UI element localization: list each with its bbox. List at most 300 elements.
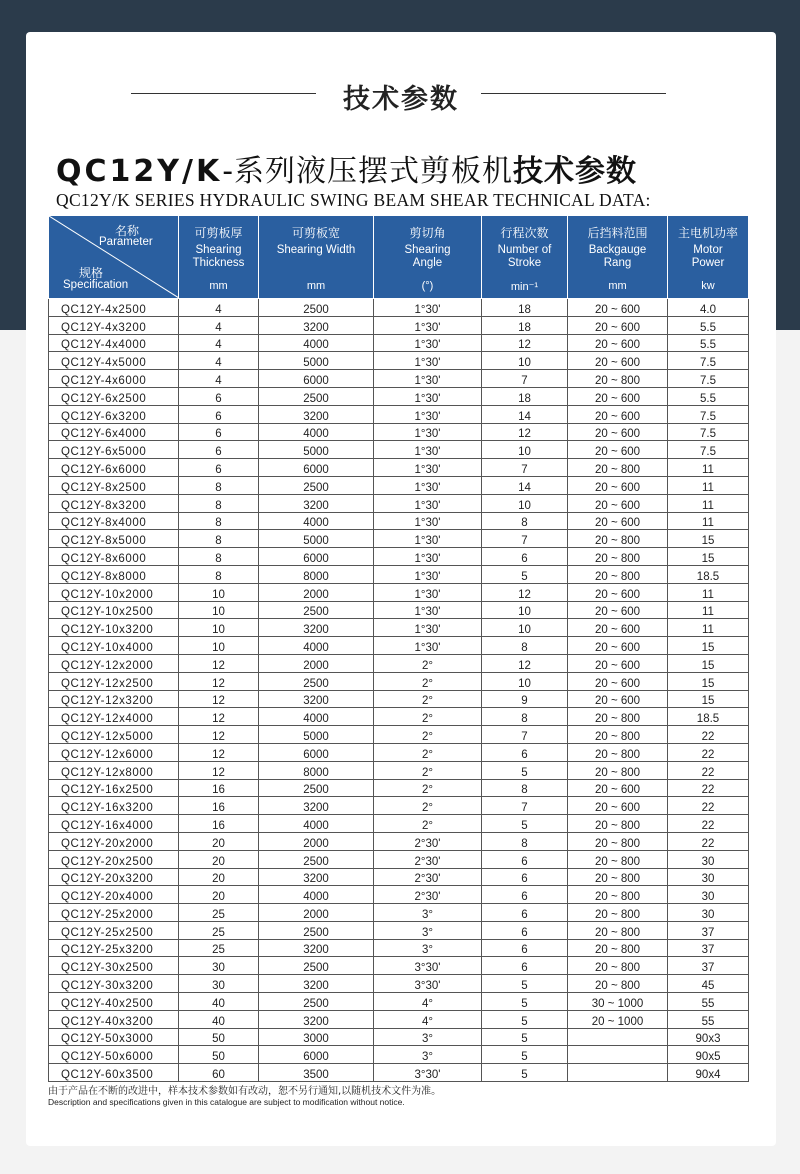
cell-backgauge: 20 ~ 600 <box>568 494 668 512</box>
cell-thickness: 16 <box>179 779 259 797</box>
cell-backgauge <box>568 1046 668 1064</box>
cell-motor-power: 37 <box>668 921 749 939</box>
cell-stroke: 6 <box>482 939 568 957</box>
cell-width: 3200 <box>259 316 374 334</box>
cell-angle: 1°30' <box>374 423 482 441</box>
cell-width: 2500 <box>259 850 374 868</box>
cell-motor-power: 5.5 <box>668 316 749 334</box>
header-motor-cn: 主电机功率 <box>677 226 738 240</box>
cell-thickness: 25 <box>179 939 259 957</box>
cell-motor-power: 45 <box>668 975 749 993</box>
cell-thickness: 6 <box>179 459 259 477</box>
cell-motor-power: 18.5 <box>668 565 749 583</box>
cell-backgauge: 20 ~ 600 <box>568 654 668 672</box>
cell-stroke: 18 <box>482 387 568 405</box>
table-row <box>49 886 749 904</box>
cell-width: 2000 <box>259 904 374 922</box>
cell-motor-power: 22 <box>668 726 749 744</box>
cell-thickness: 16 <box>179 797 259 815</box>
cell-width: 2500 <box>259 299 374 317</box>
cell-angle: 2° <box>374 797 482 815</box>
cell-backgauge: 20 ~ 800 <box>568 886 668 904</box>
cell-model: QC12Y-20x2500 <box>49 850 179 868</box>
cell-motor-power: 11 <box>668 459 749 477</box>
cell-motor-power: 22 <box>668 797 749 815</box>
table-row <box>49 815 749 833</box>
header-motor <box>668 216 749 299</box>
cell-thickness: 4 <box>179 316 259 334</box>
cell-width: 2500 <box>259 921 374 939</box>
cell-stroke: 5 <box>482 1010 568 1028</box>
cell-width: 5000 <box>259 726 374 744</box>
table-row <box>49 334 749 352</box>
cell-thickness: 6 <box>179 441 259 459</box>
header-angle-en: Shearing Angle <box>404 244 451 269</box>
cell-angle: 2°30' <box>374 886 482 904</box>
cell-stroke: 18 <box>482 299 568 317</box>
cell-width: 3200 <box>259 975 374 993</box>
cell-angle: 1°30' <box>374 299 482 317</box>
cell-model: QC12Y-4x2500 <box>49 299 179 317</box>
cell-stroke: 12 <box>482 654 568 672</box>
cell-stroke: 8 <box>482 779 568 797</box>
cell-angle: 2° <box>374 726 482 744</box>
cell-motor-power: 37 <box>668 957 749 975</box>
cell-model: QC12Y-10x3200 <box>49 619 179 637</box>
header-angle <box>374 216 482 299</box>
cell-width: 2000 <box>259 654 374 672</box>
cell-angle: 2° <box>374 779 482 797</box>
header-thickness-en: Shearing Thickness <box>192 244 245 269</box>
header-width-en: Shearing Width <box>276 244 356 256</box>
cell-angle: 1°30' <box>374 583 482 601</box>
cell-model: QC12Y-6x3200 <box>49 405 179 423</box>
cell-stroke: 14 <box>482 405 568 423</box>
cell-model: QC12Y-6x5000 <box>49 441 179 459</box>
cell-width: 3200 <box>259 868 374 886</box>
table-row <box>49 868 749 886</box>
cell-width: 6000 <box>259 370 374 388</box>
cell-thickness: 30 <box>179 975 259 993</box>
cell-thickness: 60 <box>179 1064 259 1082</box>
cell-model: QC12Y-20x3200 <box>49 868 179 886</box>
cell-backgauge: 20 ~ 600 <box>568 637 668 655</box>
cell-model: QC12Y-20x4000 <box>49 886 179 904</box>
cell-width: 3500 <box>259 1064 374 1082</box>
cell-angle: 1°30' <box>374 352 482 370</box>
header-backgauge-cn: 后挡料范围 <box>587 226 648 240</box>
cell-thickness: 12 <box>179 708 259 726</box>
cell-angle: 1°30' <box>374 601 482 619</box>
cell-stroke: 8 <box>482 832 568 850</box>
cell-thickness: 20 <box>179 832 259 850</box>
cell-motor-power: 15 <box>668 530 749 548</box>
table-row <box>49 921 749 939</box>
cell-thickness: 40 <box>179 1010 259 1028</box>
cell-thickness: 8 <box>179 494 259 512</box>
cell-angle: 1°30' <box>374 619 482 637</box>
cell-stroke: 10 <box>482 352 568 370</box>
table-row <box>49 370 749 388</box>
cell-motor-power: 30 <box>668 850 749 868</box>
table-row <box>49 939 749 957</box>
table-row <box>49 1046 749 1064</box>
cell-backgauge <box>568 1064 668 1082</box>
cell-width: 3200 <box>259 619 374 637</box>
table-row <box>49 423 749 441</box>
cell-model: QC12Y-8x5000 <box>49 530 179 548</box>
cell-model: QC12Y-4x4000 <box>49 334 179 352</box>
cell-model: QC12Y-10x2500 <box>49 601 179 619</box>
cell-width: 4000 <box>259 886 374 904</box>
cell-angle: 3°30' <box>374 975 482 993</box>
cell-width: 2500 <box>259 993 374 1011</box>
table-row <box>49 548 749 566</box>
cell-motor-power: 55 <box>668 1010 749 1028</box>
header-angle-cn: 剪切角 <box>409 226 446 240</box>
header-motor-unit: kw <box>701 280 715 292</box>
cell-angle: 1°30' <box>374 387 482 405</box>
cell-angle: 1°30' <box>374 512 482 530</box>
table-row <box>49 797 749 815</box>
cell-width: 3200 <box>259 797 374 815</box>
cell-angle: 1°30' <box>374 494 482 512</box>
cell-model: QC12Y-6x2500 <box>49 387 179 405</box>
cell-thickness: 40 <box>179 993 259 1011</box>
cell-stroke: 10 <box>482 672 568 690</box>
cell-angle: 1°30' <box>374 565 482 583</box>
title-divider-right <box>481 93 666 94</box>
cell-width: 5000 <box>259 530 374 548</box>
main-title-series: -系列液压摆式剪板机 <box>222 154 514 189</box>
cell-motor-power: 7.5 <box>668 352 749 370</box>
cell-motor-power: 5.5 <box>668 334 749 352</box>
cell-thickness: 30 <box>179 957 259 975</box>
cell-backgauge: 20 ~ 600 <box>568 672 668 690</box>
table-row <box>49 832 749 850</box>
cell-angle: 1°30' <box>374 316 482 334</box>
cell-model: QC12Y-60x3500 <box>49 1064 179 1082</box>
cell-model: QC12Y-50x3000 <box>49 1028 179 1046</box>
header-stroke-en: Number of Stroke <box>497 244 552 269</box>
table-header-row <box>49 216 749 299</box>
cell-model: QC12Y-12x4000 <box>49 708 179 726</box>
cell-thickness: 50 <box>179 1028 259 1046</box>
cell-motor-power: 7.5 <box>668 405 749 423</box>
cell-angle: 3° <box>374 939 482 957</box>
cell-backgauge: 20 ~ 600 <box>568 387 668 405</box>
corner-spec-en: Specification <box>63 279 129 291</box>
cell-angle: 3°30' <box>374 1064 482 1082</box>
cell-motor-power: 4.0 <box>668 299 749 317</box>
cell-model: QC12Y-20x2000 <box>49 832 179 850</box>
cell-thickness: 10 <box>179 601 259 619</box>
table-row <box>49 459 749 477</box>
header-thickness-cn: 可剪板厚 <box>194 226 243 240</box>
cell-model: QC12Y-50x6000 <box>49 1046 179 1064</box>
cell-backgauge: 20 ~ 800 <box>568 921 668 939</box>
header-thickness <box>179 216 259 299</box>
table-row <box>49 957 749 975</box>
cell-stroke: 6 <box>482 957 568 975</box>
cell-backgauge: 20 ~ 600 <box>568 797 668 815</box>
cell-width: 6000 <box>259 459 374 477</box>
table-row <box>49 1010 749 1028</box>
cell-width: 5000 <box>259 352 374 370</box>
cell-stroke: 10 <box>482 601 568 619</box>
cell-model: QC12Y-10x4000 <box>49 637 179 655</box>
cell-thickness: 12 <box>179 672 259 690</box>
cell-stroke: 5 <box>482 975 568 993</box>
cell-backgauge: 20 ~ 800 <box>568 868 668 886</box>
cell-backgauge: 20 ~ 800 <box>568 726 668 744</box>
cell-width: 5000 <box>259 441 374 459</box>
header-backgauge-unit: mm <box>608 280 627 292</box>
cell-thickness: 10 <box>179 583 259 601</box>
cell-stroke: 7 <box>482 726 568 744</box>
main-title-model: QC12Y/K <box>56 154 223 189</box>
corner-spec-cn: 规格 <box>79 266 104 280</box>
cell-backgauge: 20 ~ 800 <box>568 975 668 993</box>
cell-model: QC12Y-16x2500 <box>49 779 179 797</box>
cell-backgauge: 20 ~ 600 <box>568 512 668 530</box>
table-row <box>49 619 749 637</box>
header-width <box>259 216 374 299</box>
cell-thickness: 10 <box>179 637 259 655</box>
cell-motor-power: 90x4 <box>668 1064 749 1082</box>
cell-width: 3200 <box>259 1010 374 1028</box>
cell-backgauge <box>568 1028 668 1046</box>
table-row <box>49 1064 749 1082</box>
cell-model: QC12Y-12x2000 <box>49 654 179 672</box>
cell-stroke: 6 <box>482 886 568 904</box>
cell-model: QC12Y-16x4000 <box>49 815 179 833</box>
cell-backgauge: 20 ~ 800 <box>568 530 668 548</box>
cell-backgauge: 20 ~ 600 <box>568 423 668 441</box>
cell-motor-power: 22 <box>668 779 749 797</box>
cell-backgauge: 20 ~ 800 <box>568 815 668 833</box>
main-title-tech: 技术参数 <box>513 154 638 189</box>
corner-parameter-en: Parameter <box>99 236 153 248</box>
table-row <box>49 672 749 690</box>
cell-backgauge: 20 ~ 800 <box>568 708 668 726</box>
cell-model: QC12Y-16x3200 <box>49 797 179 815</box>
cell-model: QC12Y-12x6000 <box>49 743 179 761</box>
cell-stroke: 10 <box>482 441 568 459</box>
cell-width: 8000 <box>259 565 374 583</box>
table-row <box>49 761 749 779</box>
cell-angle: 2°30' <box>374 868 482 886</box>
corner-parameter-cn: 名称 <box>115 224 140 238</box>
cell-thickness: 12 <box>179 743 259 761</box>
cell-model: QC12Y-10x2000 <box>49 583 179 601</box>
spec-card <box>26 32 776 1146</box>
spec-table-body <box>49 299 749 1082</box>
cell-motor-power: 7.5 <box>668 423 749 441</box>
cell-model: QC12Y-8x4000 <box>49 512 179 530</box>
cell-stroke: 12 <box>482 583 568 601</box>
cell-stroke: 5 <box>482 1046 568 1064</box>
cell-backgauge: 20 ~ 800 <box>568 565 668 583</box>
cell-angle: 3° <box>374 1028 482 1046</box>
cell-backgauge: 20 ~ 800 <box>568 548 668 566</box>
cell-width: 2500 <box>259 957 374 975</box>
table-row <box>49 405 749 423</box>
header-stroke-cn: 行程次数 <box>500 226 549 240</box>
cell-angle: 3° <box>374 1046 482 1064</box>
header-motor-en: Motor Power <box>691 244 725 269</box>
cell-width: 4000 <box>259 334 374 352</box>
table-row <box>49 637 749 655</box>
header-corner <box>49 216 179 299</box>
cell-backgauge: 20 ~ 600 <box>568 441 668 459</box>
cell-backgauge: 30 ~ 1000 <box>568 993 668 1011</box>
cell-angle: 4° <box>374 993 482 1011</box>
cell-thickness: 6 <box>179 387 259 405</box>
table-row <box>49 904 749 922</box>
table-row <box>49 530 749 548</box>
table-row <box>49 476 749 494</box>
cell-thickness: 20 <box>179 850 259 868</box>
cell-motor-power: 90x3 <box>668 1028 749 1046</box>
cell-thickness: 8 <box>179 512 259 530</box>
cell-backgauge: 20 ~ 600 <box>568 334 668 352</box>
cell-backgauge: 20 ~ 600 <box>568 316 668 334</box>
cell-motor-power: 90x5 <box>668 1046 749 1064</box>
cell-motor-power: 22 <box>668 761 749 779</box>
cell-angle: 1°30' <box>374 441 482 459</box>
cell-width: 2500 <box>259 601 374 619</box>
cell-thickness: 25 <box>179 904 259 922</box>
cell-motor-power: 22 <box>668 815 749 833</box>
cell-thickness: 4 <box>179 370 259 388</box>
cell-angle: 1°30' <box>374 334 482 352</box>
cell-model: QC12Y-8x6000 <box>49 548 179 566</box>
table-row <box>49 779 749 797</box>
section-title: 技术参数 <box>343 84 459 115</box>
cell-motor-power: 5.5 <box>668 387 749 405</box>
cell-stroke: 10 <box>482 494 568 512</box>
cell-stroke: 7 <box>482 530 568 548</box>
header-backgauge-en: Backgauge Rang <box>588 244 647 269</box>
header-stroke-unit: min⁻¹ <box>510 281 539 293</box>
cell-backgauge: 20 ~ 800 <box>568 459 668 477</box>
cell-motor-power: 7.5 <box>668 441 749 459</box>
cell-thickness: 12 <box>179 761 259 779</box>
cell-motor-power: 30 <box>668 868 749 886</box>
cell-thickness: 10 <box>179 619 259 637</box>
table-row <box>49 993 749 1011</box>
cell-angle: 4° <box>374 1010 482 1028</box>
cell-stroke: 18 <box>482 316 568 334</box>
main-title <box>56 146 756 190</box>
cell-thickness: 20 <box>179 868 259 886</box>
cell-motor-power: 15 <box>668 548 749 566</box>
cell-thickness: 8 <box>179 476 259 494</box>
cell-angle: 1°30' <box>374 405 482 423</box>
cell-stroke: 5 <box>482 565 568 583</box>
cell-stroke: 7 <box>482 459 568 477</box>
table-row <box>49 316 749 334</box>
table-row <box>49 690 749 708</box>
header-thickness-unit: mm <box>209 280 228 292</box>
cell-model: QC12Y-40x3200 <box>49 1010 179 1028</box>
table-row <box>49 708 749 726</box>
cell-angle: 2° <box>374 761 482 779</box>
cell-model: QC12Y-8x2500 <box>49 476 179 494</box>
cell-model: QC12Y-4x6000 <box>49 370 179 388</box>
cell-model: QC12Y-12x2500 <box>49 672 179 690</box>
cell-thickness: 12 <box>179 690 259 708</box>
cell-model: QC12Y-8x3200 <box>49 494 179 512</box>
spec-table <box>48 215 749 1082</box>
sub-title: QC12Y/K SERIES HYDRAULIC SWING BEAM SHEAR TECHNICAL DATA: <box>56 190 651 210</box>
cell-width: 6000 <box>259 1046 374 1064</box>
cell-motor-power: 30 <box>668 904 749 922</box>
cell-stroke: 5 <box>482 815 568 833</box>
cell-motor-power: 15 <box>668 690 749 708</box>
cell-thickness: 8 <box>179 530 259 548</box>
cell-width: 2000 <box>259 832 374 850</box>
table-row <box>49 850 749 868</box>
cell-width: 3200 <box>259 939 374 957</box>
cell-stroke: 12 <box>482 423 568 441</box>
cell-angle: 2°30' <box>374 850 482 868</box>
cell-model: QC12Y-25x3200 <box>49 939 179 957</box>
cell-stroke: 5 <box>482 761 568 779</box>
cell-model: QC12Y-40x2500 <box>49 993 179 1011</box>
cell-thickness: 50 <box>179 1046 259 1064</box>
cell-model: QC12Y-6x6000 <box>49 459 179 477</box>
table-row <box>49 1028 749 1046</box>
cell-width: 8000 <box>259 761 374 779</box>
cell-thickness: 25 <box>179 921 259 939</box>
cell-backgauge: 20 ~ 600 <box>568 299 668 317</box>
cell-angle: 2° <box>374 690 482 708</box>
table-row <box>49 299 749 317</box>
cell-stroke: 5 <box>482 993 568 1011</box>
cell-model: QC12Y-12x8000 <box>49 761 179 779</box>
cell-width: 4000 <box>259 815 374 833</box>
table-row <box>49 352 749 370</box>
cell-backgauge: 20 ~ 800 <box>568 850 668 868</box>
cell-angle: 3° <box>374 904 482 922</box>
cell-motor-power: 15 <box>668 672 749 690</box>
cell-motor-power: 37 <box>668 939 749 957</box>
cell-stroke: 7 <box>482 370 568 388</box>
cell-stroke: 8 <box>482 512 568 530</box>
cell-stroke: 6 <box>482 904 568 922</box>
cell-width: 4000 <box>259 423 374 441</box>
cell-width: 4000 <box>259 708 374 726</box>
cell-width: 2500 <box>259 672 374 690</box>
cell-backgauge: 20 ~ 600 <box>568 601 668 619</box>
cell-width: 3200 <box>259 690 374 708</box>
cell-thickness: 16 <box>179 815 259 833</box>
cell-backgauge: 20 ~ 800 <box>568 761 668 779</box>
cell-width: 3200 <box>259 494 374 512</box>
cell-model: QC12Y-4x3200 <box>49 316 179 334</box>
cell-stroke: 8 <box>482 637 568 655</box>
cell-stroke: 6 <box>482 548 568 566</box>
table-row <box>49 743 749 761</box>
cell-thickness: 4 <box>179 299 259 317</box>
cell-model: QC12Y-25x2500 <box>49 921 179 939</box>
cell-stroke: 6 <box>482 850 568 868</box>
cell-thickness: 8 <box>179 548 259 566</box>
cell-model: QC12Y-8x8000 <box>49 565 179 583</box>
cell-motor-power: 30 <box>668 886 749 904</box>
